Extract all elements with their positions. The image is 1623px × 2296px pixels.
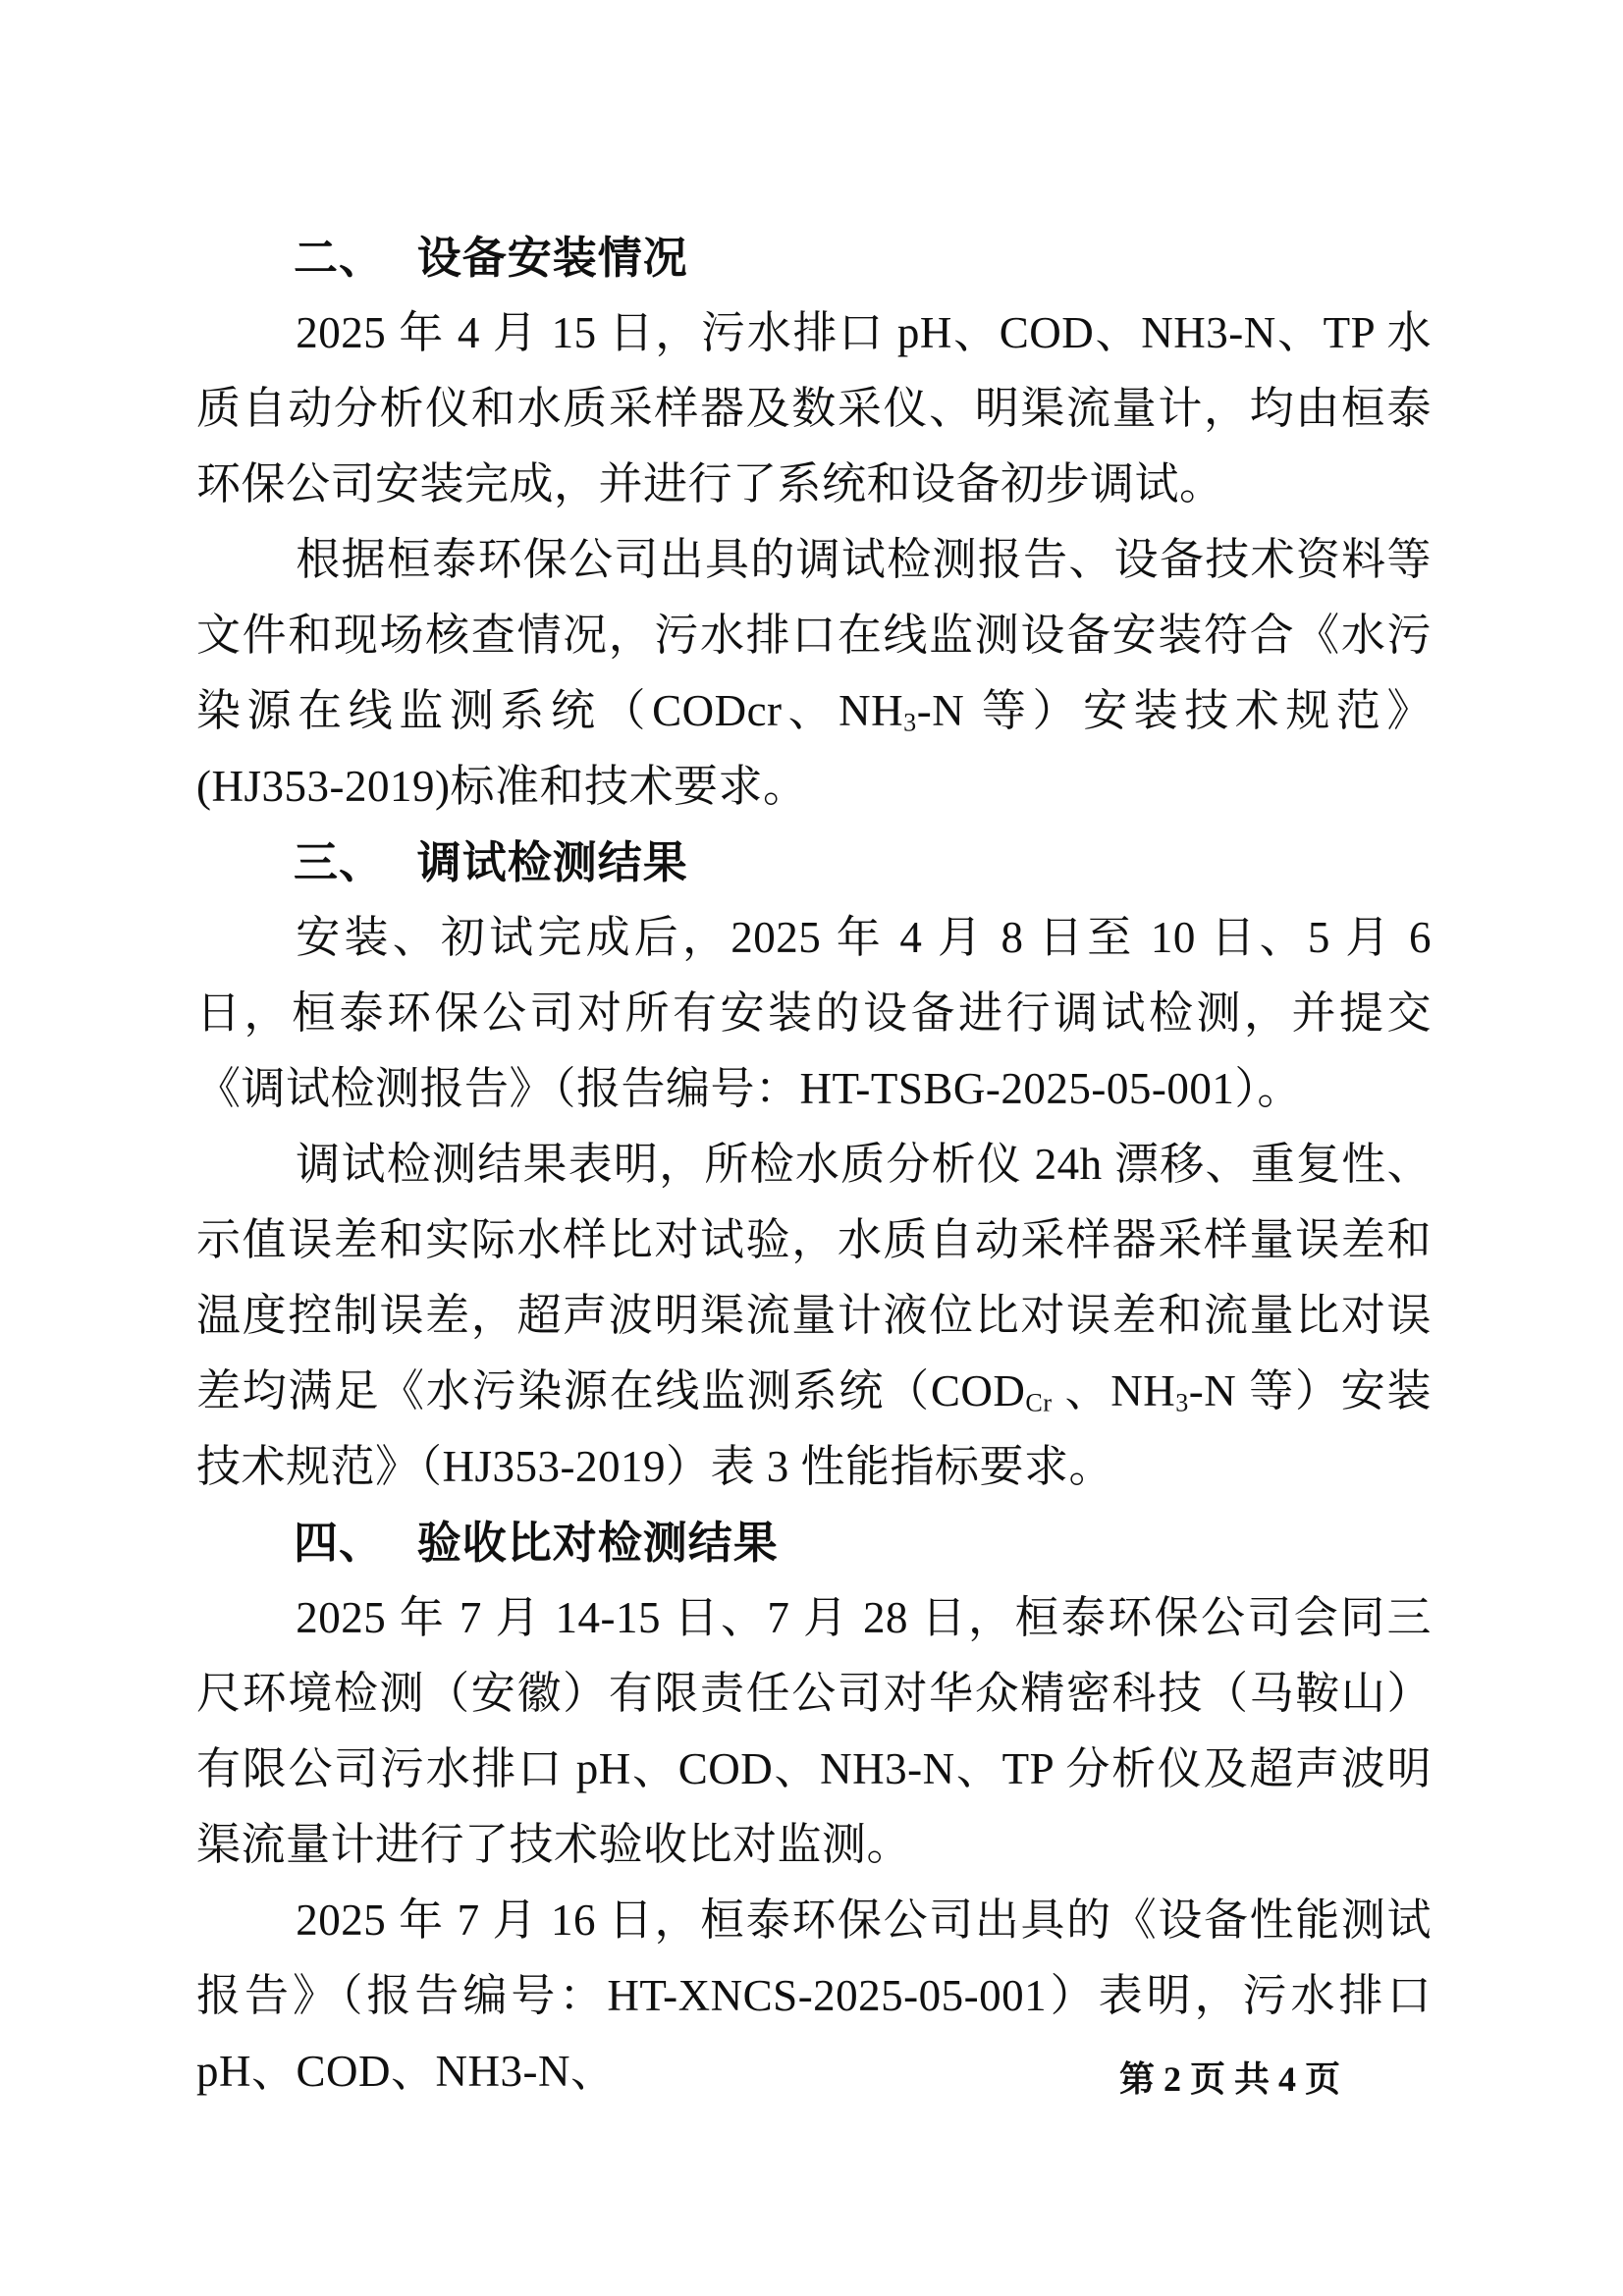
- section-title: 设备安装情况: [416, 233, 688, 283]
- section-title: 验收比对检测结果: [416, 1518, 779, 1568]
- document-body: [196, 220, 1432, 2109]
- section-heading-equipment-installation: [196, 220, 1432, 295]
- paragraph: 2025 年 4 月 15 日，污水排口 pH、COD、NH3-N、TP 水质自动分析仪和水质采样器及数采仪、明渠流量计，均由桓泰环保公司安装完成，并进行了系统和设备初步调试。: [196, 308, 1432, 508]
- paragraph: 安装、初试完成后，2025 年 4 月 8 日至 10 日、5 月 6 日，桓泰环保公司对所有安装的设备进行调试检测，并提交《调试检测报告》（报告编号：HT-TSBG-2025-05-001）。: [196, 913, 1432, 1113]
- paragraph: 2025 年 7 月 14-15 日、7 月 28 日，桓泰环保公司会同三尺环境检测（安徽）有限责任公司对华众精密科技（马鞍山）有限公司污水排口 pH、COD、NH3-N、TP 分析仪及超声波明渠流量计进行了技术验收比对监测。: [196, 1593, 1432, 1869]
- section-number: 二、: [294, 233, 385, 283]
- paragraph: 2025 年 7 月 16 日，桓泰环保公司出具的《设备性能测试报告》（报告编号：HT-XNCS-2025-05-001）表明，污水排口 pH、COD、NH3-N、: [196, 1896, 1432, 2096]
- page-footer: 第 2 页 共 4 页: [1118, 2059, 1340, 2099]
- section-number: 三、: [294, 837, 385, 887]
- paragraph: 根据桓泰环保公司出具的调试检测报告、设备技术资料等文件和现场核查情况，污水排口在线监测设备安装符合《水污染源在线监测系统（CODcr、$NH_3-N$ 等）安装技术规范》(HJ353-2019)标准和技术要求。: [196, 535, 1432, 811]
- paragraph: 调试检测结果表明，所检水质分析仪 24h 漂移、重复性、示值误差和实际水样比对试验，水质自动采样器采样量误差和温度控制误差，超声波明渠流量计液位比对误差和流量比对误差均满足《水污染源在线监测系统（$COD_{Cr}$ 、$NH_3-N$ 等）安装技术规范》（HJ353-2019）表 3 性能指标要求。: [196, 1140, 1433, 1491]
- section-heading-debug-test-results: [196, 825, 1432, 900]
- section-heading-acceptance-comparison-results: [196, 1505, 1432, 1580]
- section-title: 调试检测结果: [416, 837, 688, 887]
- section-number: 四、: [294, 1518, 385, 1568]
